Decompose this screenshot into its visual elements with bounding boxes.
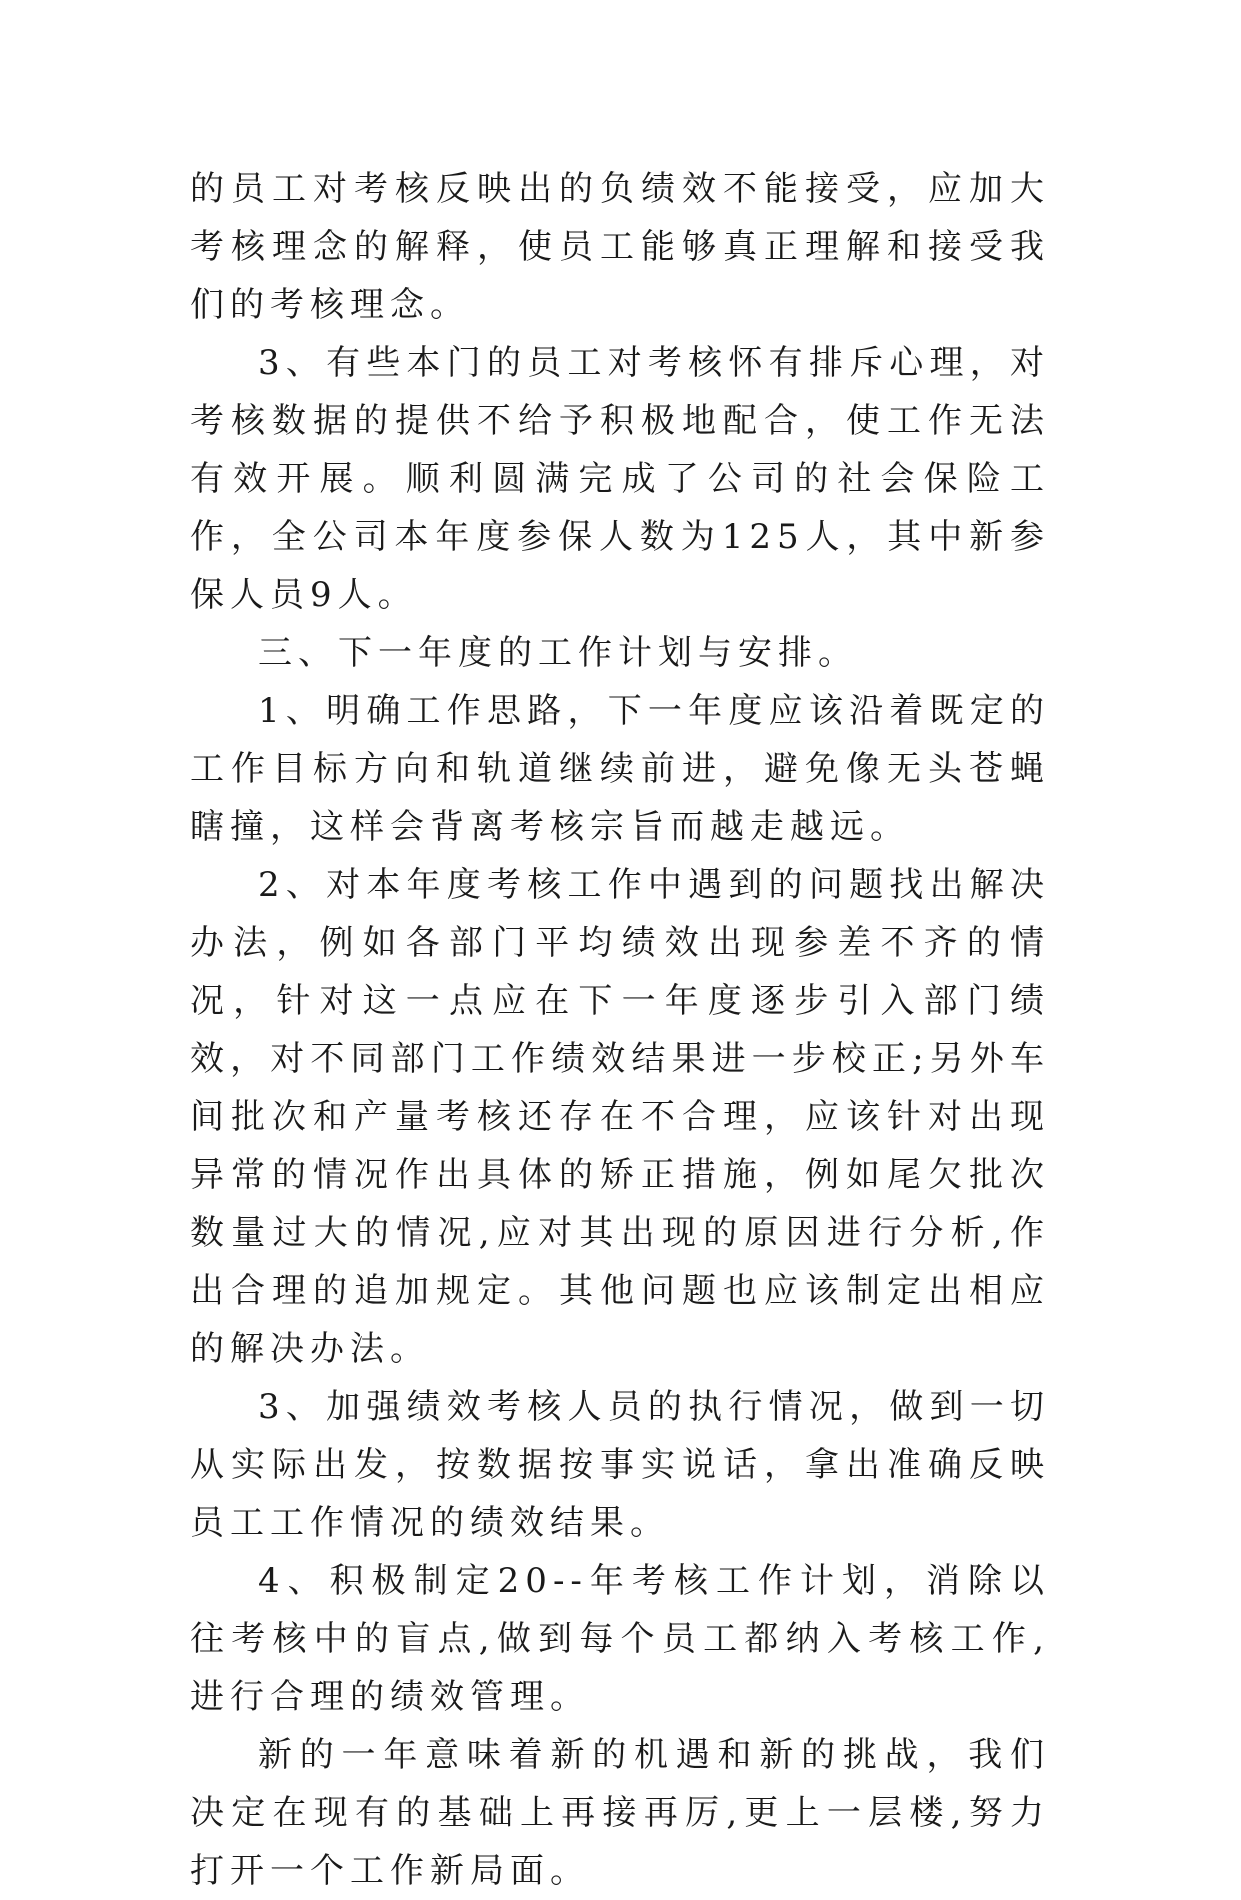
paragraph-item-3: 3、加强绩效考核人员的执行情况，做到一切从实际出发，按数据按事实说话，拿出准确反映员工工作情况的绩效结果。	[190, 1387, 1050, 1543]
paragraph-item-2: 2、对本年度考核工作中遇到的问题找出解决办法，例如各部门平均绩效出现参差不齐的情况，针对这一点应在下一年度逐步引入部门绩效，对不同部门工作绩效结果进一步校正;另外车间批次和产量考核还存在不合理，应该针对出现异常的情况作出具体的矫正措施，例如尾欠批次数量过大的情况,应对其出现的原因进行分析,作出合理的追加规定。其他问题也应该制定出相应的解决办法。	[190, 865, 1050, 1369]
paragraph-item-4: 4、积极制定20--年考核工作计划，消除以往考核中的盲点,做到每个员工都纳入考核工作,进行合理的绩效管理。	[190, 1561, 1050, 1717]
section-heading-3: 三、下一年度的工作计划与安排。	[258, 633, 858, 673]
body-text	[190, 160, 1050, 1900]
closing-paragraph: 新的一年意味着新的机遇和新的挑战，我们决定在现有的基础上再接再厉,更上一层楼,努力打开一个工作新局面。	[190, 1735, 1050, 1891]
paragraph-item-1: 1、明确工作思路，下一年度应该沿着既定的工作目标方向和轨道继续前进，避免像无头苍蝇瞎撞，这样会背离考核宗旨而越走越远。	[190, 691, 1050, 847]
paragraph-1: 的员工对考核反映出的负绩效不能接受，应加大考核理念的解释，使员工能够真正理解和接受我们的考核理念。	[190, 169, 1050, 325]
paragraph-2: 3、有些本门的员工对考核怀有排斥心理，对考核数据的提供不给予积极地配合，使工作无法有效开展。顺利圆满完成了公司的社会保险工作，全公司本年度参保人数为125人，其中新参保人员9人。	[190, 343, 1050, 615]
